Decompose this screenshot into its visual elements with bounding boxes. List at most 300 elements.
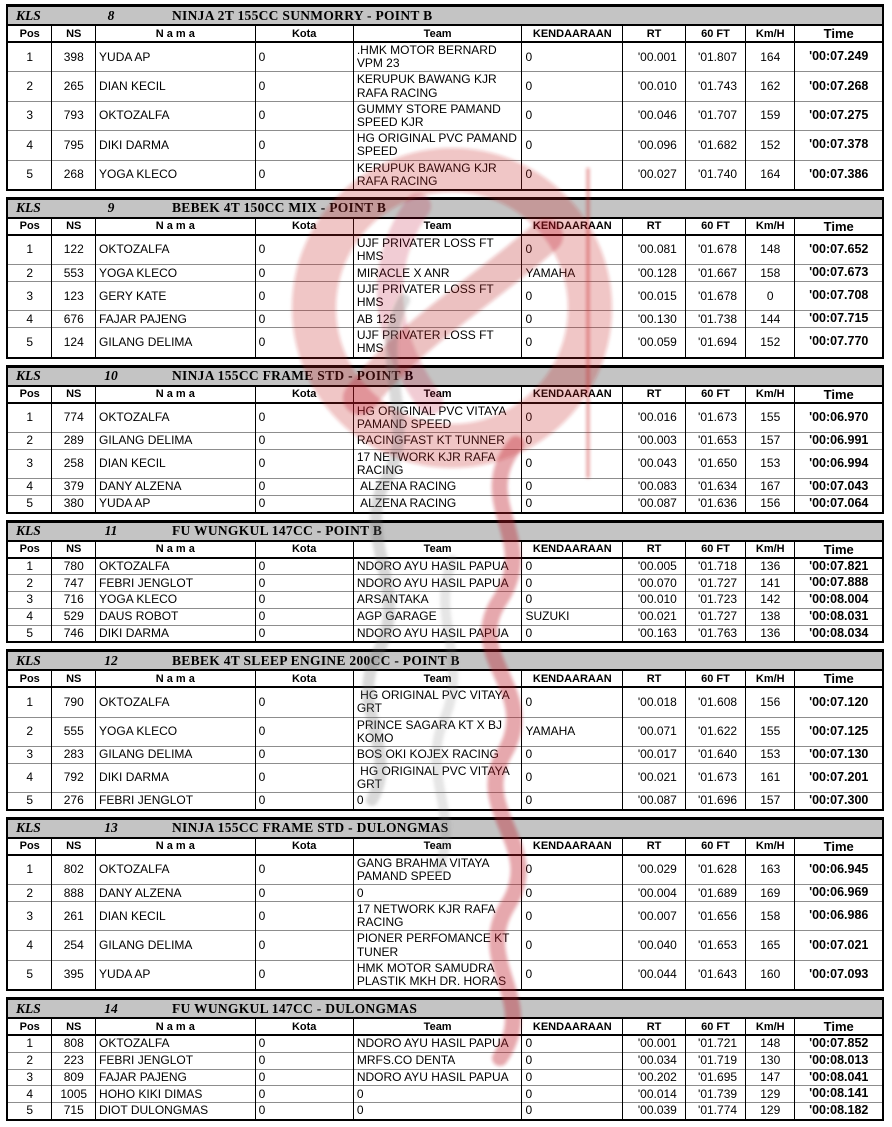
cell-ns: 1005 — [52, 1086, 96, 1103]
cell-kota: 0 — [255, 793, 353, 810]
cell-rt: '00.007 — [623, 902, 686, 931]
cell-nama: YOGA KLECO — [96, 592, 256, 609]
cell-rt: '00.015 — [623, 282, 686, 311]
kls-band — [6, 649, 884, 669]
cell-rt: '00.004 — [623, 885, 686, 902]
column-header-kota: Kota — [255, 838, 353, 855]
cell-time: '00:08.182 — [795, 1103, 883, 1120]
cell-team: .HMK MOTOR BERNARD VPM 23 — [353, 42, 522, 72]
column-header-pos: Pos — [7, 541, 52, 558]
column-header-rt: RT — [623, 218, 686, 235]
column-header-ns: NS — [52, 386, 96, 403]
cell-pos: 3 — [7, 747, 52, 764]
cell-time: '00:06.945 — [795, 855, 883, 885]
cell-kmh: 152 — [746, 328, 795, 358]
table-row — [7, 403, 883, 433]
cell-kendaaraan: 0 — [522, 1035, 623, 1052]
cell-ns: 790 — [52, 687, 96, 717]
cell-time: '00:08.034 — [795, 625, 883, 642]
column-header-kota: Kota — [255, 218, 353, 235]
cell-nama: DIOT DULONGMAS — [96, 1103, 256, 1120]
cell-kendaaraan: 0 — [522, 101, 623, 130]
cell-nama: DANY ALZENA — [96, 885, 256, 902]
cell-kota: 0 — [255, 72, 353, 101]
cell-pos: 4 — [7, 131, 52, 160]
cell-kmh: 158 — [746, 902, 795, 931]
header-row — [7, 838, 883, 855]
cell-kendaaraan: 0 — [522, 558, 623, 575]
cell-time: '00:08.004 — [795, 592, 883, 609]
table-row — [7, 1035, 883, 1052]
cell-team: 17 NETWORK KJR RAFA RACING — [353, 902, 522, 931]
cell-nama: GILANG DELIMA — [96, 747, 256, 764]
cell-kota: 0 — [255, 747, 353, 764]
cell-nama: OKTOZALFA — [96, 558, 256, 575]
cell-rt: '00.029 — [623, 855, 686, 885]
cell-kota: 0 — [255, 575, 353, 592]
cell-time: '00:07.386 — [795, 160, 883, 190]
cell-nama: FEBRI JENGLOT — [96, 793, 256, 810]
cell-team: AB 125 — [353, 311, 522, 328]
kls-title: NINJA 155CC FRAME STD - POINT B — [172, 368, 414, 383]
cell-pos: 4 — [7, 311, 52, 328]
header-row — [7, 1018, 883, 1035]
cell-time: '00:07.201 — [795, 763, 883, 792]
cell-kota: 0 — [255, 282, 353, 311]
cell-time: '00:07.043 — [795, 479, 883, 496]
cell-rt: '00.003 — [623, 432, 686, 449]
cell-pos: 4 — [7, 608, 52, 625]
kls-section-9 — [6, 197, 884, 359]
header-row — [7, 218, 883, 235]
cell-time: '00:07.064 — [795, 495, 883, 512]
cell-ns: 780 — [52, 558, 96, 575]
cell-rt: '00.021 — [623, 608, 686, 625]
cell-ns: 124 — [52, 328, 96, 358]
column-header-ns: NS — [52, 838, 96, 855]
cell-team: NDORO AYU HASIL PAPUA — [353, 1069, 522, 1086]
cell-kota: 0 — [255, 1035, 353, 1052]
cell-nama: GILANG DELIMA — [96, 432, 256, 449]
kls-band — [6, 997, 884, 1017]
cell-ns: 555 — [52, 717, 96, 746]
cell-kmh: 162 — [746, 72, 795, 101]
cell-team: 0 — [353, 885, 522, 902]
cell-kota: 0 — [255, 328, 353, 358]
cell-kota: 0 — [255, 1052, 353, 1069]
cell-kendaaraan: 0 — [522, 160, 623, 190]
cell-nama: DIAN KECIL — [96, 902, 256, 931]
cell-nama: FAJAR PAJENG — [96, 1069, 256, 1086]
cell-rt: '00.017 — [623, 747, 686, 764]
cell-nama: YOGA KLECO — [96, 265, 256, 282]
cell-nama: OKTOZALFA — [96, 1035, 256, 1052]
kls-number: 9 — [107, 200, 115, 216]
column-header-kota: Kota — [255, 1018, 353, 1035]
cell-kmh: 136 — [746, 558, 795, 575]
cell-nama: DIAN KECIL — [96, 449, 256, 478]
cell-kendaaraan: 0 — [522, 960, 623, 990]
cell-pos: 3 — [7, 282, 52, 311]
cell-kota: 0 — [255, 479, 353, 496]
column-header-ft60: 60 FT — [685, 218, 745, 235]
cell-kendaaraan: 0 — [522, 885, 623, 902]
cell-nama: OKTOZALFA — [96, 235, 256, 265]
cell-rt: '00.027 — [623, 160, 686, 190]
cell-ns: 802 — [52, 855, 96, 885]
column-header-kota: Kota — [255, 25, 353, 42]
cell-kendaaraan: 0 — [522, 592, 623, 609]
kls-number: 14 — [104, 1000, 118, 1016]
cell-rt: '00.070 — [623, 575, 686, 592]
kls-band — [6, 365, 884, 385]
cell-time: '00:06.970 — [795, 403, 883, 433]
column-header-kota: Kota — [255, 670, 353, 687]
cell-ft60: '01.667 — [685, 265, 745, 282]
table-row — [7, 592, 883, 609]
table-row — [7, 608, 883, 625]
cell-kendaaraan: 0 — [522, 747, 623, 764]
table-row — [7, 235, 883, 265]
cell-team: PIONER PERFOMANCE KT TUNER — [353, 931, 522, 960]
column-header-kendaaraan: KENDAARAAN — [522, 386, 623, 403]
cell-ft60: '01.718 — [685, 558, 745, 575]
cell-kendaaraan: YAMAHA — [522, 265, 623, 282]
column-header-time: Time — [795, 25, 883, 42]
column-header-rt: RT — [623, 25, 686, 42]
cell-nama: DAUS ROBOT — [96, 608, 256, 625]
results-table — [6, 1017, 884, 1121]
kls-title: NINJA 2T 155CC SUNMORRY - POINT B — [172, 7, 433, 23]
column-header-time: Time — [795, 541, 883, 558]
cell-ns: 808 — [52, 1035, 96, 1052]
column-header-kota: Kota — [255, 386, 353, 403]
table-row — [7, 479, 883, 496]
cell-ft60: '01.636 — [685, 495, 745, 512]
kls-label: KLS — [16, 523, 41, 538]
cell-kota: 0 — [255, 235, 353, 265]
cell-nama: DIKI DARMA — [96, 763, 256, 792]
cell-kota: 0 — [255, 687, 353, 717]
cell-ns: 265 — [52, 72, 96, 101]
cell-team: MIRACLE X ANR — [353, 265, 522, 282]
column-header-time: Time — [795, 838, 883, 855]
column-header-team: Team — [353, 838, 522, 855]
cell-nama: OKTOZALFA — [96, 101, 256, 130]
cell-kota: 0 — [255, 931, 353, 960]
cell-pos: 5 — [7, 160, 52, 190]
cell-rt: '00.071 — [623, 717, 686, 746]
cell-kmh: 141 — [746, 575, 795, 592]
kls-number: 13 — [104, 820, 118, 836]
cell-kendaaraan: 0 — [522, 72, 623, 101]
table-row — [7, 432, 883, 449]
column-header-team: Team — [353, 386, 522, 403]
table-row — [7, 885, 883, 902]
cell-time: '00:07.770 — [795, 328, 883, 358]
cell-kota: 0 — [255, 432, 353, 449]
cell-kmh: 155 — [746, 717, 795, 746]
cell-pos: 2 — [7, 265, 52, 282]
table-row — [7, 265, 883, 282]
column-header-nama: N a m a — [96, 218, 256, 235]
cell-nama: FEBRI JENGLOT — [96, 575, 256, 592]
cell-pos: 5 — [7, 960, 52, 990]
cell-kota: 0 — [255, 885, 353, 902]
cell-kendaaraan: SUZUKI — [522, 608, 623, 625]
cell-team: PRINCE SAGARA KT X BJ KOMO — [353, 717, 522, 746]
column-header-kendaaraan: KENDAARAAN — [522, 670, 623, 687]
table-row — [7, 747, 883, 764]
cell-team: ARSANTAKA — [353, 592, 522, 609]
cell-time: '00:07.021 — [795, 931, 883, 960]
cell-kendaaraan: 0 — [522, 931, 623, 960]
cell-rt: '00.202 — [623, 1069, 686, 1086]
table-row — [7, 495, 883, 512]
cell-rt: '00.010 — [623, 72, 686, 101]
kls-section-13 — [6, 817, 884, 991]
cell-kmh: 0 — [746, 282, 795, 311]
cell-pos: 5 — [7, 1103, 52, 1120]
cell-rt: '00.034 — [623, 1052, 686, 1069]
column-header-ft60: 60 FT — [685, 541, 745, 558]
table-row — [7, 42, 883, 72]
cell-rt: '00.044 — [623, 960, 686, 990]
cell-time: '00:07.378 — [795, 131, 883, 160]
kls-band — [6, 817, 884, 837]
cell-kendaaraan: 0 — [522, 495, 623, 512]
cell-ft60: '01.689 — [685, 885, 745, 902]
cell-ns: 809 — [52, 1069, 96, 1086]
column-header-time: Time — [795, 1018, 883, 1035]
cell-kmh: 153 — [746, 449, 795, 478]
cell-team: ALZENA RACING — [353, 479, 522, 496]
cell-time: '00:06.969 — [795, 885, 883, 902]
cell-ns: 676 — [52, 311, 96, 328]
cell-pos: 4 — [7, 1086, 52, 1103]
cell-rt: '00.040 — [623, 931, 686, 960]
column-header-kmh: Km/H — [746, 386, 795, 403]
cell-team: HG ORIGINAL PVC VITAYA GRT — [353, 687, 522, 717]
cell-nama: YOGA KLECO — [96, 160, 256, 190]
kls-section-8 — [6, 4, 884, 191]
cell-rt: '00.001 — [623, 42, 686, 72]
column-header-kota: Kota — [255, 541, 353, 558]
cell-time: '00:07.852 — [795, 1035, 883, 1052]
cell-pos: 5 — [7, 625, 52, 642]
cell-team: UJF PRIVATER LOSS FT HMS — [353, 328, 522, 358]
cell-time: '00:06.986 — [795, 902, 883, 931]
cell-rt: '00.016 — [623, 403, 686, 433]
cell-team: UJF PRIVATER LOSS FT HMS — [353, 235, 522, 265]
table-row — [7, 793, 883, 810]
cell-nama: GILANG DELIMA — [96, 931, 256, 960]
kls-title: FU WUNGKUL 147CC - POINT B — [172, 523, 383, 538]
table-row — [7, 1103, 883, 1120]
cell-team: BOS OKI KOJEX RACING — [353, 747, 522, 764]
kls-title: NINJA 155CC FRAME STD - DULONGMAS — [172, 820, 449, 836]
cell-nama: OKTOZALFA — [96, 687, 256, 717]
cell-kendaaraan: 0 — [522, 282, 623, 311]
cell-team: 0 — [353, 793, 522, 810]
cell-ft60: '01.678 — [685, 282, 745, 311]
cell-pos: 3 — [7, 592, 52, 609]
cell-rt: '00.096 — [623, 131, 686, 160]
cell-nama: YOGA KLECO — [96, 717, 256, 746]
cell-rt: '00.128 — [623, 265, 686, 282]
cell-team: GANG BRAHMA VITAYA PAMAND SPEED — [353, 855, 522, 885]
cell-kota: 0 — [255, 131, 353, 160]
sections — [6, 4, 884, 1127]
cell-pos: 4 — [7, 479, 52, 496]
column-header-team: Team — [353, 541, 522, 558]
cell-ns: 793 — [52, 101, 96, 130]
table-row — [7, 1069, 883, 1086]
cell-kota: 0 — [255, 855, 353, 885]
table-row — [7, 311, 883, 328]
column-header-ft60: 60 FT — [685, 386, 745, 403]
cell-rt: '00.010 — [623, 592, 686, 609]
cell-ft60: '01.628 — [685, 855, 745, 885]
column-header-rt: RT — [623, 838, 686, 855]
cell-kota: 0 — [255, 1069, 353, 1086]
cell-kota: 0 — [255, 763, 353, 792]
column-header-ns: NS — [52, 25, 96, 42]
table-row — [7, 449, 883, 478]
cell-pos: 1 — [7, 855, 52, 885]
column-header-kendaaraan: KENDAARAAN — [522, 218, 623, 235]
cell-time: '00:06.991 — [795, 432, 883, 449]
cell-kmh: 156 — [746, 687, 795, 717]
kls-label: KLS — [16, 200, 41, 216]
cell-ns: 283 — [52, 747, 96, 764]
cell-rt: '00.130 — [623, 311, 686, 328]
cell-nama: YUDA AP — [96, 960, 256, 990]
column-header-ft60: 60 FT — [685, 1018, 745, 1035]
cell-kendaaraan: 0 — [522, 311, 623, 328]
cell-rt: '00.001 — [623, 1035, 686, 1052]
cell-ft60: '01.727 — [685, 575, 745, 592]
cell-pos: 2 — [7, 885, 52, 902]
cell-ns: 795 — [52, 131, 96, 160]
cell-ft60: '01.673 — [685, 403, 745, 433]
cell-pos: 5 — [7, 793, 52, 810]
column-header-pos: Pos — [7, 670, 52, 687]
cell-ns: 123 — [52, 282, 96, 311]
cell-ft60: '01.727 — [685, 608, 745, 625]
cell-pos: 3 — [7, 449, 52, 478]
cell-ft60: '01.653 — [685, 432, 745, 449]
results-table — [6, 24, 884, 191]
cell-ft60: '01.721 — [685, 1035, 745, 1052]
column-header-rt: RT — [623, 541, 686, 558]
cell-ns: 380 — [52, 495, 96, 512]
cell-rt: '00.081 — [623, 235, 686, 265]
cell-ft60: '01.656 — [685, 902, 745, 931]
cell-rt: '00.083 — [623, 479, 686, 496]
cell-kota: 0 — [255, 311, 353, 328]
cell-team: NDORO AYU HASIL PAPUA — [353, 558, 522, 575]
cell-time: '00:08.041 — [795, 1069, 883, 1086]
kls-label: KLS — [16, 652, 41, 668]
table-row — [7, 1052, 883, 1069]
cell-time: '00:07.093 — [795, 960, 883, 990]
cell-ft60: '01.650 — [685, 449, 745, 478]
table-row — [7, 717, 883, 746]
kls-section-12 — [6, 649, 884, 811]
column-header-kmh: Km/H — [746, 838, 795, 855]
cell-team: NDORO AYU HASIL PAPUA — [353, 575, 522, 592]
cell-pos: 5 — [7, 328, 52, 358]
cell-team: 17 NETWORK KJR RAFA RACING — [353, 449, 522, 478]
kls-number: 11 — [104, 523, 118, 538]
cell-pos: 1 — [7, 403, 52, 433]
cell-time: '00:07.715 — [795, 311, 883, 328]
column-header-ns: NS — [52, 541, 96, 558]
cell-kota: 0 — [255, 495, 353, 512]
cell-ns: 254 — [52, 931, 96, 960]
cell-ft60: '01.738 — [685, 311, 745, 328]
column-header-pos: Pos — [7, 25, 52, 42]
kls-title: BEBEK 4T 150CC MIX - POINT B — [172, 200, 387, 216]
column-header-ns: NS — [52, 670, 96, 687]
cell-kota: 0 — [255, 717, 353, 746]
cell-kmh: 164 — [746, 42, 795, 72]
cell-rt: '00.046 — [623, 101, 686, 130]
cell-time: '00:07.888 — [795, 575, 883, 592]
results-table — [6, 669, 884, 811]
cell-team: HG ORIGINAL PVC VITAYA PAMAND SPEED — [353, 403, 522, 433]
cell-pos: 1 — [7, 558, 52, 575]
cell-rt: '00.005 — [623, 558, 686, 575]
cell-kendaaraan: 0 — [522, 328, 623, 358]
column-header-team: Team — [353, 218, 522, 235]
cell-ft60: '01.763 — [685, 625, 745, 642]
cell-team: HG ORIGINAL PVC PAMAND SPEED — [353, 131, 522, 160]
cell-kendaaraan: 0 — [522, 687, 623, 717]
cell-kendaaraan: 0 — [522, 131, 623, 160]
cell-team: GUMMY STORE PAMAND SPEED KJR — [353, 101, 522, 130]
cell-team: UJF PRIVATER LOSS FT HMS — [353, 282, 522, 311]
cell-ft60: '01.640 — [685, 747, 745, 764]
cell-rt: '00.043 — [623, 449, 686, 478]
cell-kota: 0 — [255, 902, 353, 931]
kls-number: 12 — [104, 652, 118, 668]
cell-nama: DIKI DARMA — [96, 625, 256, 642]
cell-kota: 0 — [255, 160, 353, 190]
cell-ns: 276 — [52, 793, 96, 810]
cell-ns: 746 — [52, 625, 96, 642]
table-row — [7, 72, 883, 101]
cell-ns: 122 — [52, 235, 96, 265]
cell-time: '00:07.652 — [795, 235, 883, 265]
cell-pos: 2 — [7, 575, 52, 592]
column-header-ft60: 60 FT — [685, 838, 745, 855]
kls-label: KLS — [16, 1000, 41, 1016]
cell-pos: 4 — [7, 931, 52, 960]
column-header-team: Team — [353, 1018, 522, 1035]
column-header-kmh: Km/H — [746, 1018, 795, 1035]
column-header-pos: Pos — [7, 1018, 52, 1035]
cell-ns: 379 — [52, 479, 96, 496]
header-row — [7, 386, 883, 403]
table-row — [7, 687, 883, 717]
cell-kota: 0 — [255, 625, 353, 642]
cell-team: KERUPUK BAWANG KJR RAFA RACING — [353, 72, 522, 101]
cell-rt: '00.059 — [623, 328, 686, 358]
cell-team: RACINGFAST KT TUNNER — [353, 432, 522, 449]
cell-ft60: '01.696 — [685, 793, 745, 810]
